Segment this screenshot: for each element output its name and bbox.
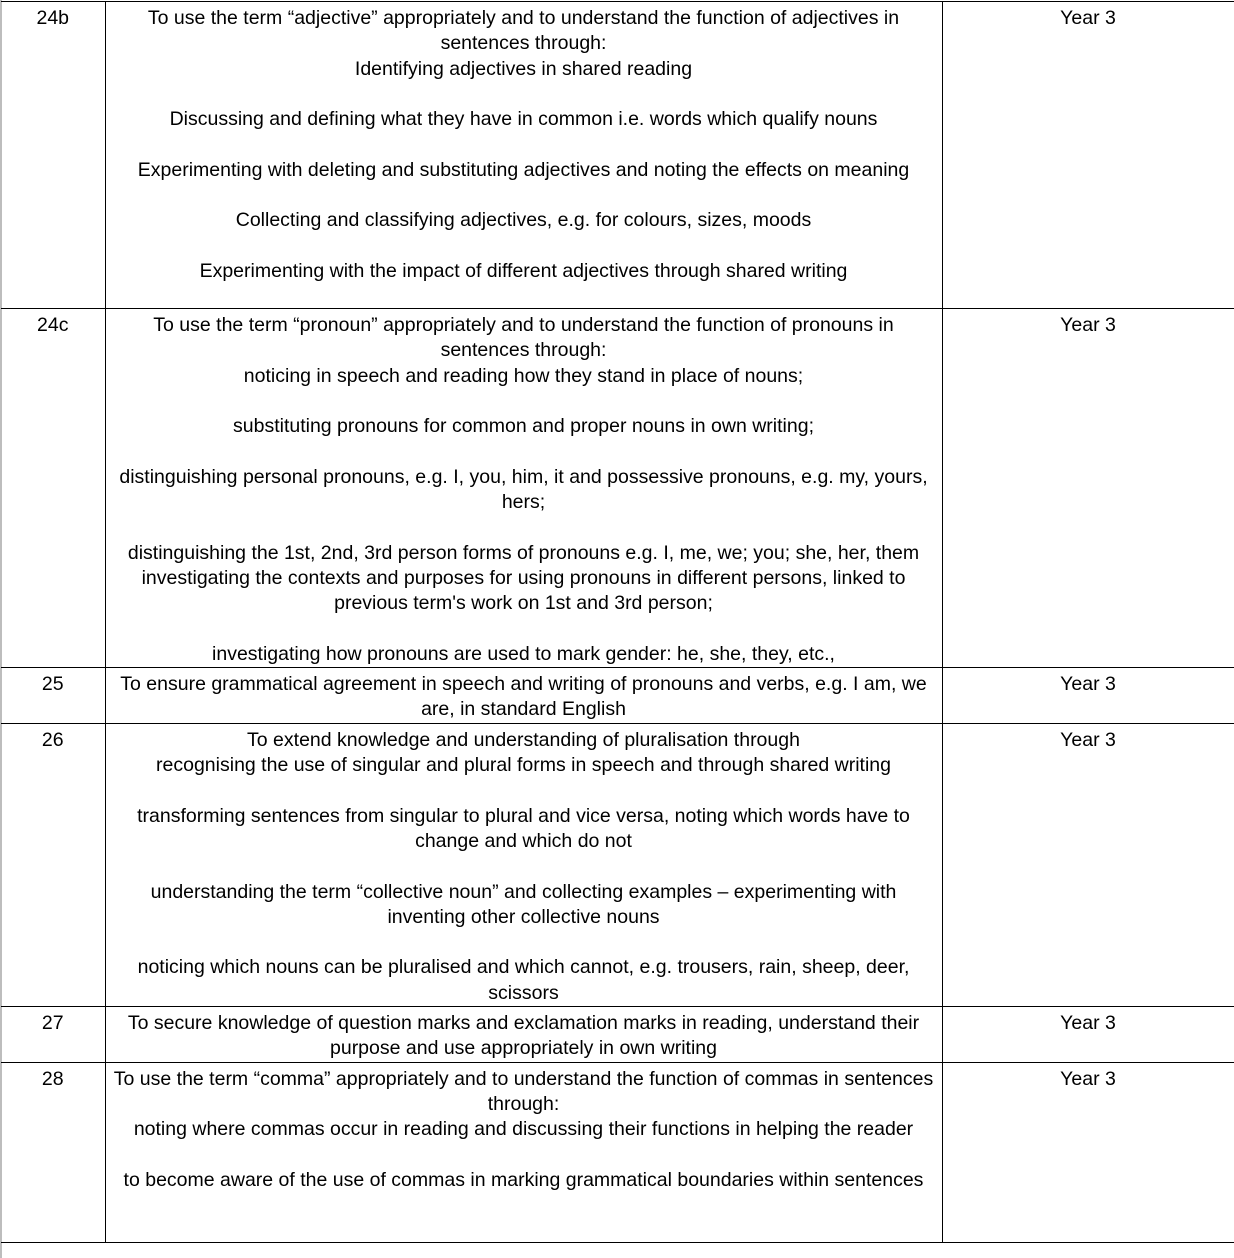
objective-line: Discussing and defining what they have in common i.e. words which qualify nouns	[169, 108, 878, 131]
paragraph-gap	[110, 617, 938, 642]
table-row	[1, 309, 1234, 668]
objective-line: To use the term “adjective” appropriately and to understand the function of adjectives in sentences through:	[147, 7, 905, 55]
objective-line: To ensure grammatical agreement in speech and writing of pronouns and verbs, e.g. I am, we are, in standard English	[120, 673, 933, 721]
paragraph-gap	[110, 515, 938, 540]
objective-line: To use the term “pronoun” appropriately and to understand the function of pronouns in sentences through:	[153, 314, 900, 362]
objective-text	[105, 309, 942, 668]
objectives-table	[1, 1, 1234, 1243]
objective-line: understanding the term “collective noun” and collecting examples – experimenting with inventing other collective nouns	[150, 880, 902, 928]
paragraph-gap	[110, 1143, 938, 1168]
objective-line: Experimenting with deleting and substituting adjectives and noting the effects on meaning	[137, 158, 910, 181]
objective-code: 24b	[1, 2, 105, 309]
objective-line: To use the term “comma” appropriately and to understand the function of commas in sentences through:	[113, 1067, 939, 1115]
objective-line: To extend knowledge and understanding of pluralisation through	[247, 728, 800, 751]
objective-line: to become aware of the use of commas in marking grammatical boundaries within sentences	[123, 1168, 924, 1191]
paragraph-gap	[110, 234, 938, 259]
objective-text	[105, 723, 942, 1006]
year-level: Year 3	[942, 1007, 1234, 1063]
paragraph-gap	[110, 930, 938, 955]
table-row	[1, 668, 1234, 724]
paragraph-gap	[110, 389, 938, 414]
paragraph-gap	[110, 132, 938, 157]
year-level: Year 3	[942, 668, 1234, 724]
objective-code: 26	[1, 723, 105, 1006]
paragraph-gap	[110, 183, 938, 208]
table-row	[1, 2, 1234, 309]
paragraph-gap	[110, 439, 938, 464]
objective-line: noticing in speech and reading how they stand in place of nouns;	[243, 364, 804, 387]
objective-text	[105, 1007, 942, 1063]
objective-line: To secure knowledge of question marks and exclamation marks in reading, understand their purpose and use appropriately in own writing	[127, 1012, 925, 1060]
objective-line: distinguishing personal pronouns, e.g. I, you, him, it and possessive pronouns, e.g. my, yours, hers;	[119, 465, 934, 514]
objective-text	[105, 668, 942, 724]
year-level: Year 3	[942, 309, 1234, 668]
paragraph-gap	[110, 854, 938, 879]
objective-code: 24c	[1, 309, 105, 668]
objective-line: Experimenting with the impact of different adjectives through shared writing	[199, 259, 848, 282]
objective-line: noting where commas occur in reading and discussing their functions in helping the reader	[133, 1118, 914, 1141]
objective-line: investigating how pronouns are used to mark gender: he, she, they, etc.,	[212, 642, 835, 665]
objective-line: Identifying adjectives in shared reading	[354, 57, 693, 80]
objective-code: 28	[1, 1062, 105, 1242]
table-row	[1, 1007, 1234, 1063]
paragraph-gap	[110, 778, 938, 803]
objective-line: distinguishing the 1st, 2nd, 3rd person forms of pronouns e.g. I, me, we; you; she, her, them investigating the contexts and purposes for using pronouns in different persons, linked to previous term's work on 1st and 3rd person;	[127, 541, 925, 615]
year-level: Year 3	[942, 723, 1234, 1006]
objective-line: substituting pronouns for common and proper nouns in own writing;	[233, 415, 814, 438]
objective-text	[105, 1062, 942, 1242]
objective-line: Collecting and classifying adjectives, e.g. for colours, sizes, moods	[235, 209, 812, 232]
year-level: Year 3	[942, 2, 1234, 309]
objectives-table-body	[1, 2, 1234, 1243]
objective-line: recognising the use of singular and plural forms in speech and through shared writing	[156, 754, 891, 777]
objective-line: noticing which nouns can be pluralised and which cannot, e.g. trousers, rain, sheep, deer, scissors	[137, 956, 915, 1004]
objective-text	[105, 2, 942, 309]
year-level: Year 3	[942, 1062, 1234, 1242]
paragraph-gap	[110, 82, 938, 107]
table-row	[1, 1062, 1234, 1242]
table-row	[1, 723, 1234, 1006]
objective-code: 25	[1, 668, 105, 724]
objective-line: transforming sentences from singular to plural and vice versa, noting which words have to change and which do not	[137, 804, 916, 852]
objective-code: 27	[1, 1007, 105, 1063]
